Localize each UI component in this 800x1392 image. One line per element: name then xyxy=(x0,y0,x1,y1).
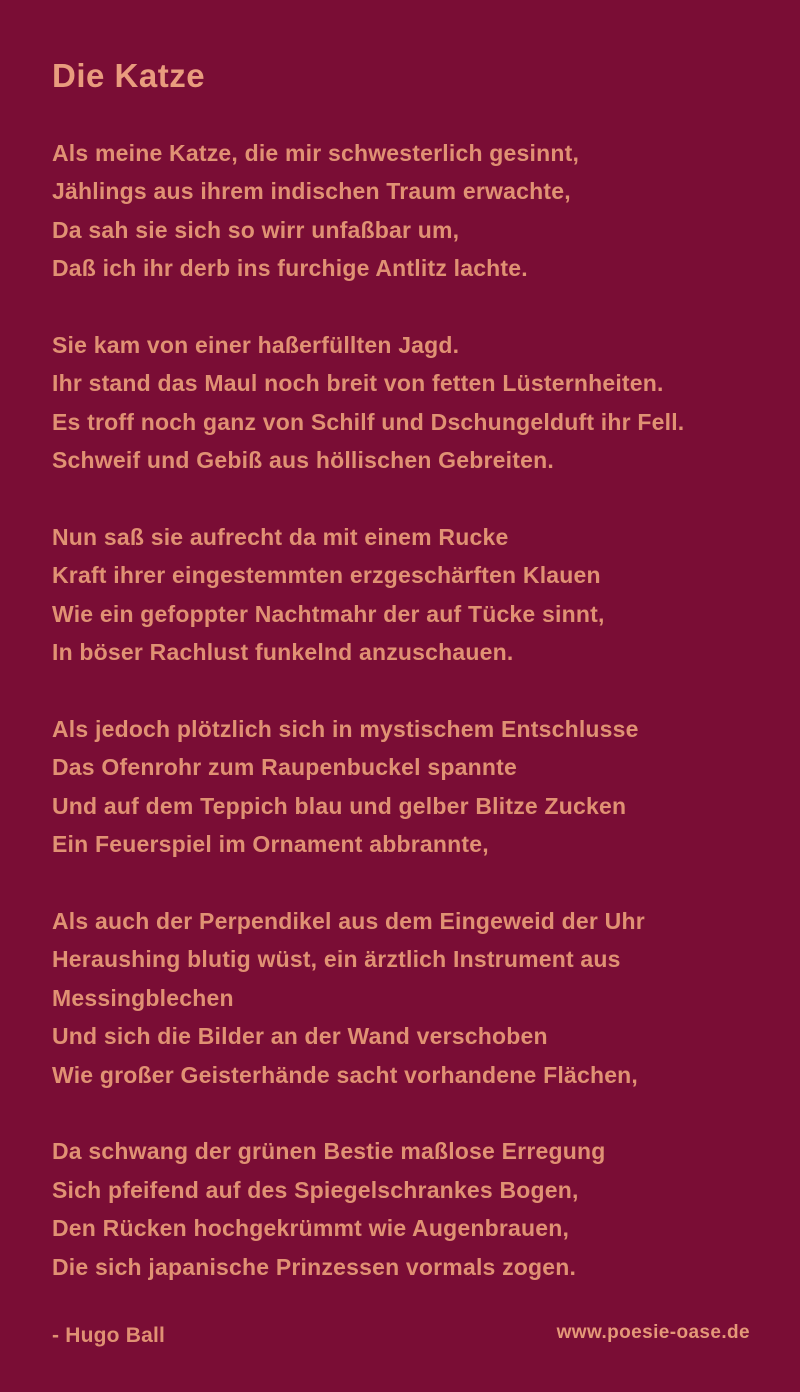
poem-stanza xyxy=(52,1132,752,1286)
poem-line: Kraft ihrer eingestemmten erzgeschärften Klauen xyxy=(52,562,601,589)
poem-line: Da sah sie sich so wirr unfaßbar um, xyxy=(52,216,460,243)
poem-author: - Hugo Ball xyxy=(52,1324,166,1348)
poem-line: Wie ein gefoppter Nachtmahr der auf Tücke sinnt, xyxy=(52,600,605,627)
poem-line: Als jedoch plötzlich sich in mystischem Entschlusse xyxy=(52,715,639,742)
poem-line: In böser Rachlust funkelnd anzuschauen. xyxy=(52,639,514,666)
poem-line: Wie großer Geisterhände sacht vorhandene Flächen, xyxy=(52,1061,639,1088)
poem-line: Heraushing blutig wüst, ein ärztlich Instrument aus xyxy=(52,946,621,973)
poem-line: Jählings aus ihrem indischen Traum erwachte, xyxy=(52,178,571,205)
poem-line: Ihr stand das Maul noch breit von fetten Lüsternheiten. xyxy=(52,370,664,397)
poem-line: Die sich japanische Prinzessen vormals zogen. xyxy=(52,1253,577,1280)
poem-line: Den Rücken hochgekrümmt wie Augenbrauen, xyxy=(52,1215,570,1242)
poem-line: Ein Feuerspiel im Ornament abbrannte, xyxy=(52,831,489,858)
poem-title: Die Katze xyxy=(52,57,206,94)
poem-stanza xyxy=(52,134,752,288)
poem-stanza xyxy=(52,326,752,480)
poem-stanza xyxy=(52,710,752,864)
poem-line: Das Ofenrohr zum Raupenbuckel spannte xyxy=(52,754,517,781)
poem-stanza xyxy=(52,518,752,672)
poem-stanza xyxy=(52,902,752,1095)
poem-body xyxy=(52,134,752,1287)
website-watermark: www.poesie-oase.de xyxy=(556,1322,750,1343)
poem-line: Sie kam von einer haßerfüllten Jagd. xyxy=(52,331,460,358)
poem-line: Es troff noch ganz von Schilf und Dschungelduft ihr Fell. xyxy=(52,408,685,435)
poem-line: Da schwang der grünen Bestie maßlose Erregung xyxy=(52,1138,606,1165)
poem-line: Nun saß sie aufrecht da mit einem Rucke xyxy=(52,523,509,550)
poem-line: Als meine Katze, die mir schwesterlich gesinnt, xyxy=(52,139,580,166)
poem-line: Daß ich ihr derb ins furchige Antlitz lachte. xyxy=(52,255,528,282)
poem-line: Und sich die Bilder an der Wand verschoben xyxy=(52,1023,548,1050)
poem-line: Und auf dem Teppich blau und gelber Blitze Zucken xyxy=(52,792,627,819)
poem-line: Messingblechen xyxy=(52,984,234,1011)
poem-line: Als auch der Perpendikel aus dem Eingeweid der Uhr xyxy=(52,907,645,934)
poem-line: Schweif und Gebiß aus höllischen Gebreiten. xyxy=(52,447,554,474)
poem-line: Sich pfeifend auf des Spiegelschrankes Bogen, xyxy=(52,1176,579,1203)
